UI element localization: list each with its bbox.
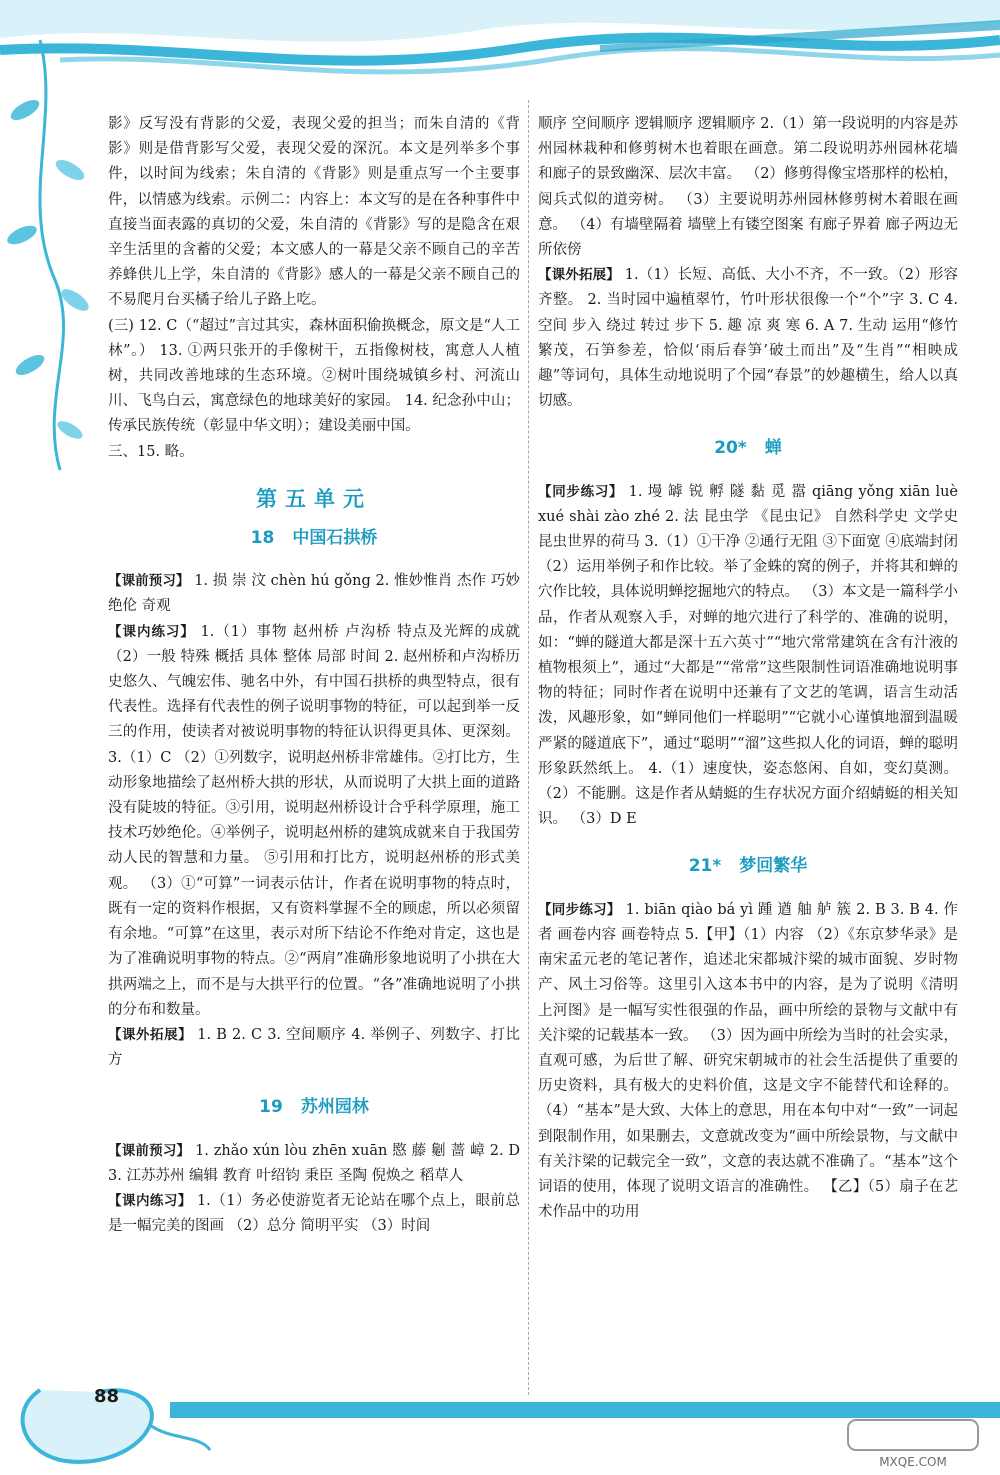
lesson-20-number: 20* xyxy=(714,438,747,459)
section-tag: 【课外拓展】 xyxy=(538,267,620,284)
lesson-21-title xyxy=(538,854,958,879)
section-tag: 【同步练习】 xyxy=(538,901,621,918)
lesson-20-sync xyxy=(538,480,958,833)
section-text: 1. 墁 罅 锐 孵 隧 黏 觅 嚣 qiāng yǒng xiān luè xué shài zào zhé 2. 法 昆虫学 《昆虫记》 自然科学史 文学史 昆虫世界的荷马 3.（1）①干净 ②通行无阻 ③下面宽 ④底端封闭 （2）运用举例子和作比较。举了金蛛的窝的例子，并将其和蝉的穴作比较，具体说明蝉挖掘地穴的特点。 （3）本文是一篇科学小品，作者从观察入手，对蝉的地穴进行了科学的、准确的说明，如：“蝉的隧道大都是深十五六英寸”“地穴常常建筑在含有汁液的植物根须上”，通过“大都是”“常常”这些限制性词语准确地说明事物的特征；同时作者在说明中还兼有了文艺的笔调，语言生动活泼，风趣形象，如“蝉同他们一样聪明”“它就小心谨慎地溜到温暖严紧的隧道底下”，通过“聪明”“溜”这些拟人化的词语，蝉的聪明形象跃然纸上。 4.（1）速度快，姿态悠闲、自如，变幻莫测。 （2）不能删。这是作者从蜻蜓的生存状况方面介绍蜻蜓的相关知识。 （3）D E xyxy=(538,483,959,828)
section-tag: 【课外拓展】 xyxy=(108,1026,193,1043)
lesson-18-inclass xyxy=(108,620,520,1023)
left-paragraph-2: (三) 12. C（“超过”言过其实，森林面积偷换概念，原文是“人工林”。） 13. ①两只张开的手像树干，五指像树枝，寓意人人植树，共同改善地球的生态环境。②树叶围绕城镇乡村、河流山川、飞鸟白云，寓意绿色的地球美好的家园。 14. 纪念孙中山；传承民族传统（彰显中华文明）；建设美丽中国。 xyxy=(108,317,520,435)
right-extension xyxy=(538,263,958,414)
section-text: 1. B 2. C 3. 空间顺序 4. 举例子、列数字、打比方 xyxy=(108,1026,521,1069)
section-text: 1. zhǎo xún lòu zhēn xuān 愍 藤 劖 蔷 嶂 2. D 3. 江苏苏州 编辑 教育 叶绍钧 秉臣 圣陶 倪焕之 稻草人 xyxy=(108,1142,521,1184)
left-paragraph-1: 影》反写没有背影的父爱，表现父爱的担当；而朱自清的《背影》则是借背影写父爱，表现父爱的深沉。本文是列举多个事件，以时间为线索；朱自清的《背影》则是重点写一个主要事件，以情感为线索。示例二：内容上：本文写的是在各种事件中直接当面表露的真切的父爱，朱自清的《背影》写的是隐含在艰辛生活里的含蓄的父爱；本文感人的一幕是父亲不顾自己的辛苦养蜂供儿上学，朱自清的《背影》感人的一幕是父亲不顾自己的不易爬月台买橘子给儿子路上吃。 xyxy=(108,116,520,309)
section-text: 1.（1）长短、高低、大小不齐，不一致。（2）形容齐整。 2. 当时园中遍植翠竹，竹叶形状很像一个“个”字 3. C 4. 空间 步入 绕过 转过 步下 5. 趣 凉 爽 寒 6. A 7. 生动 运用“修竹繁茂，石笋参差，恰似‘雨后春笋’破土而出”及“生肖”“相映成趣”等词句，具体生动地说明了个园“春景”的妙趣横生，给人以真切感。 xyxy=(538,267,958,410)
section-text: 1.（1）事物 赵州桥 卢沟桥 特点及光辉的成就 （2）一般 特殊 概括 具体 整体 局部 时间 2. 赵州桥和卢沟桥历史悠久、气魄宏伟、驰名中外，有中国石拱桥的典型特点，很有代表性。选择有代表性的例子说明事物的特征，可以起到举一反三的作用，使读者对被说明事物的特征认识得更具体、更深刻。 3.（1）C （2）①列数字，说明赵州桥非常雄伟。②打比方，生动形象地描绘了赵州桥大拱的形状，从而说明了大拱上面的道路没有陡坡的特征。③引用，说明赵州桥设计合乎科学原理，施工技术巧妙绝伦。④举例子，说明赵州桥的建筑成就来自于我国劳动人民的智慧和力量。 ⑤引用和打比方，说明赵州桥的形式美观。 （3）①“可算”一词表示估计，作者在说明事物的特点时，既有一定的资料作根据，又有资料掌握不全的顾虑，所以必须留有余地。“可算”在这里，表示对所下结论不作绝对肯定，这也是为了准确说明事物的特点。②“两肩”准确形象地说明了小拱在大拱两端之上，而不是与大拱平行的位置。“各”准确地说明了小拱的分布和数量。 xyxy=(108,623,521,1018)
lesson-18-preview xyxy=(108,569,520,619)
top-banner xyxy=(0,0,1000,110)
lesson-19-preview xyxy=(108,1139,520,1189)
section-text: 1. 损 崇 汶 chèn hú gǒng 2. 惟妙惟肖 杰作 巧妙绝伦 奇观 xyxy=(108,573,521,615)
left-paragraph-3: 三、15. 略。 xyxy=(108,443,194,460)
section-tag: 【课内练习】 xyxy=(108,1192,192,1209)
column-divider xyxy=(528,100,529,1395)
lesson-19-number: 19 xyxy=(259,1097,283,1118)
lesson-18-number: 18 xyxy=(250,528,275,549)
lesson-21-name: 梦回繁华 xyxy=(739,856,808,877)
right-column xyxy=(538,112,958,1225)
lesson-18-name: 中国石拱桥 xyxy=(292,528,378,549)
lesson-20-name: 蝉 xyxy=(764,438,782,459)
watermark-text: MXQE.COM xyxy=(879,1455,947,1469)
section-tag: 【同步练习】 xyxy=(538,483,624,500)
lesson-18-title xyxy=(108,526,520,551)
section-tag: 【课内练习】 xyxy=(108,623,195,640)
lesson-21-number: 21* xyxy=(688,856,722,877)
vine-decoration xyxy=(0,0,110,480)
section-text: 1. biān qiào bá yì 踵 遒 舳 舻 簇 2. B 3. B 4. 作者 画卷内容 画卷特点 5.【甲】（1）内容 （2）《东京梦华录》是南宋孟元老的笔记著作，追述北宋都城汴梁的城市面貌、岁时物产、风土习俗等。这里引入这本书中的内容，是为了说明《清明上河图》是一幅写实性很强的作品，画中所绘的景物与文献中有关汴梁的记载基本一致。 （3）因为画中所绘为当时的社会实录，直观可感，为后世了解、研究宋朝城市的社会生活提供了重要的历史资料，具有极大的史料价值，这是文字不能替代和诠释的。 （4）“基本”是大致、大体上的意思，用在本句中对“一致”一词起到限制作用，如果删去，文意就改变为“画中所绘景物，与文献中有关汴梁的记载完全一致”，文意的表达就不准确了。“基本”这个词语的使用，体现了说明文语言的准确性。 【乙】（5）扇子在艺术作品中的功用 xyxy=(538,901,959,1221)
lesson-19-title xyxy=(108,1095,520,1120)
lesson-19-name: 苏州园林 xyxy=(300,1097,369,1118)
section-text: 1.（1）务必使游览者无论站在哪个点上，眼前总是一幅完美的图画 （2）总分 简明平实 （3）时间 xyxy=(108,1192,521,1235)
left-column xyxy=(108,112,520,1239)
lesson-18-extension xyxy=(108,1023,520,1073)
lesson-21-sync xyxy=(538,898,958,1226)
section-tag: 【课前预习】 xyxy=(108,1142,191,1159)
unit-title: 第五单元 xyxy=(256,486,372,511)
lesson-20-title xyxy=(538,436,958,461)
lesson-19-inclass xyxy=(108,1189,520,1239)
page-number: 88 xyxy=(94,1386,120,1407)
watermark-logo xyxy=(838,1418,988,1470)
right-paragraph-1: 顺序 空间顺序 逻辑顺序 逻辑顺序 2.（1）第一段说明的内容是苏州园林栽种和修剪树木也着眼在画意。第二段说明苏州园林花墙和廊子的景致幽深、层次丰富。 （2）修剪得像宝塔那样的松柏，阅兵式似的道旁树。 （3）主要说明苏州园林修剪树木着眼在画意。 （4）有墙壁隔着 墙壁上有镂空图案 有廊子界着 廊子两边无所依傍 xyxy=(538,116,958,259)
section-tag: 【课前预习】 xyxy=(108,573,190,590)
